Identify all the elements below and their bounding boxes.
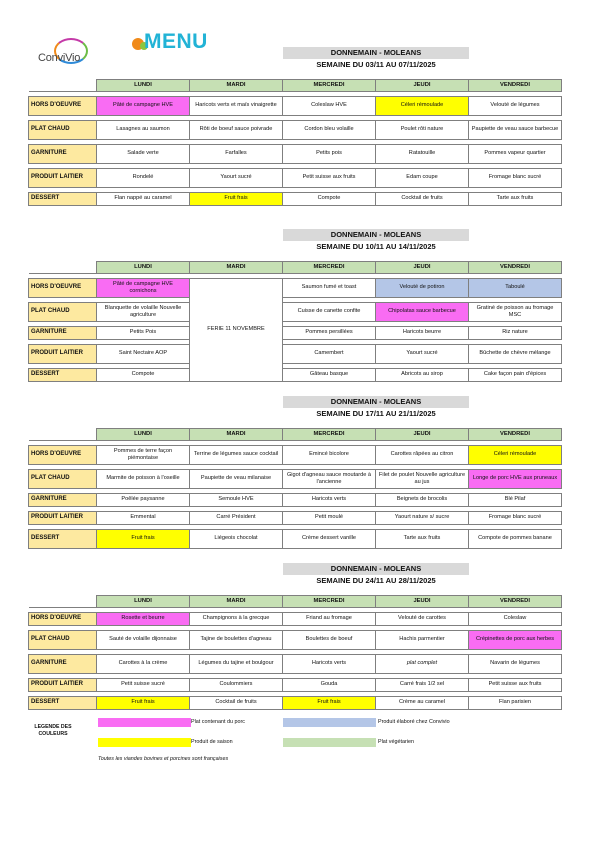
footnote: Toutes les viandes bovines et porcines sont françaises	[98, 756, 229, 762]
menu-cell: Paupiette de veau sauce barbecue	[469, 121, 562, 140]
course-label: DESSERT	[29, 697, 97, 710]
menu-cell: Ratatouille	[376, 145, 469, 164]
menu-cell: Petit moulé	[283, 512, 376, 525]
table-row	[29, 613, 562, 626]
menu-cell: Petits Pois	[97, 327, 190, 340]
menu-cell: Carottes à la crème	[97, 655, 190, 674]
menu-cell: Crème dessert vanille	[283, 530, 376, 549]
menu-cell: Petit suisse sucré	[97, 679, 190, 692]
menu-cell: Camembert	[283, 345, 376, 364]
day-header: MARDI	[190, 429, 283, 441]
menu-cell: Fruit frais	[283, 697, 376, 710]
menu-cell: Flan parisien	[469, 697, 562, 710]
menu-cell: Gratiné de poisson au fromage MSC	[469, 303, 562, 322]
menu-cell: Boulettes de boeuf	[283, 631, 376, 650]
legend-swatch-conv	[283, 718, 376, 727]
day-header: LUNDI	[97, 80, 190, 92]
course-label: GARNITURE	[29, 494, 97, 507]
menu-cell: Céleri rémoulade	[376, 97, 469, 116]
menu-cell: Pommes vapeur quartier	[469, 145, 562, 164]
menu-cell: Gigot d'agneau sauce moutarde à l'ancienne	[283, 470, 376, 489]
menu-wordmark: MENU	[144, 30, 208, 53]
course-label: PLAT CHAUD	[29, 470, 97, 489]
menu-cell: Coleslaw HVE	[283, 97, 376, 116]
course-label: PLAT CHAUD	[29, 303, 97, 322]
course-label: HORS D'OEUVRE	[29, 97, 97, 116]
legend-label-veg: Plat végétarien	[378, 739, 414, 745]
course-label: PRODUIT LAITIER	[29, 512, 97, 525]
course-label: PLAT CHAUD	[29, 631, 97, 650]
menu-cell: Haricots verts	[283, 494, 376, 507]
week-dates: SEMAINE DU 17/11 AU 21/11/2025	[316, 409, 436, 418]
menu-cell: Longe de porc HVE aux pruneaux	[469, 470, 562, 489]
table-row	[29, 279, 562, 298]
menu-cell: Marmite de poisson à l'oseille	[97, 470, 190, 489]
menu-cell: Céleri rémoulade	[469, 446, 562, 465]
menu-cell: Carottes râpées au citron	[376, 446, 469, 465]
day-header: MERCREDI	[283, 80, 376, 92]
menu-cell: Fruit frais	[97, 697, 190, 710]
menu-cell: Pâté de campagne HVE	[97, 97, 190, 116]
menu-cell: Haricots beurre	[376, 327, 469, 340]
course-label: GARNITURE	[29, 655, 97, 674]
course-label: DESSERT	[29, 369, 97, 382]
table-row	[29, 631, 562, 650]
day-header: LUNDI	[97, 596, 190, 608]
menu-cell: Tarte aux fruits	[376, 530, 469, 549]
day-header: VENDREDI	[469, 429, 562, 441]
table-row	[29, 697, 562, 710]
table-row	[29, 369, 562, 382]
table-row	[29, 679, 562, 692]
menu-cell: Chipolatas sauce barbecue	[376, 303, 469, 322]
menu-cell: Champignons à la grecque	[190, 613, 283, 626]
day-header: JEUDI	[376, 80, 469, 92]
menu-cell: Saumon fumé et toast	[283, 279, 376, 298]
legend-swatch-season	[98, 738, 191, 747]
course-label: DESSERT	[29, 193, 97, 206]
table-row	[29, 512, 562, 525]
menu-cell: Coulommiers	[190, 679, 283, 692]
menu-cell: plat complet	[376, 655, 469, 674]
menu-cell: Petit suisse aux fruits	[283, 169, 376, 188]
day-header: MARDI	[190, 262, 283, 274]
week-location: DONNEMAIN - MOLEANS	[283, 563, 469, 575]
course-label: HORS D'OEUVRE	[29, 613, 97, 626]
menu-cell: Rôti de boeuf sauce poivrade	[190, 121, 283, 140]
menu-cell: Terrine de légumes sauce cocktail	[190, 446, 283, 465]
menu-cell: Carré Président	[190, 512, 283, 525]
menu-cell: Yaourt sucré	[376, 345, 469, 364]
menu-cell: Farfalles	[190, 145, 283, 164]
menu-cell: Velouté de carottes	[376, 613, 469, 626]
menu-cell: Crépinettes de porc aux herbes	[469, 631, 562, 650]
menu-cell: Gâteau basque	[283, 369, 376, 382]
menu-logo	[130, 32, 220, 58]
day-header: MARDI	[190, 596, 283, 608]
corner-blank	[29, 80, 97, 92]
week-dates: SEMAINE DU 24/11 AU 28/11/2025	[316, 576, 436, 585]
holiday-cell: FERIE 11 NOVEMBRE	[190, 279, 283, 382]
week-menu-table	[28, 261, 562, 382]
table-row	[29, 655, 562, 674]
menu-cell: Petits pois	[283, 145, 376, 164]
table-row	[29, 193, 562, 206]
table-row	[29, 446, 562, 465]
menu-cell: Edam coupe	[376, 169, 469, 188]
menu-cell: Liégeois chocolat	[190, 530, 283, 549]
menu-cell: Blanquette de volaille Nouvelle agriculture	[97, 303, 190, 322]
menu-cell: Pâté de campagne HVE cornichons	[97, 279, 190, 298]
menu-cell: Gouda	[283, 679, 376, 692]
menu-cell: Cocktail de fruits	[376, 193, 469, 206]
course-label: HORS D'OEUVRE	[29, 446, 97, 465]
week-dates: SEMAINE DU 03/11 AU 07/11/2025	[316, 60, 436, 69]
table-row	[29, 303, 562, 322]
day-header: MARDI	[190, 80, 283, 92]
week-location: DONNEMAIN - MOLEANS	[283, 229, 469, 241]
menu-cell: Compote	[97, 369, 190, 382]
table-row	[29, 470, 562, 489]
menu-cell: Rosette et beurre	[97, 613, 190, 626]
menu-cell: Cake façon pain d'épices	[469, 369, 562, 382]
menu-cell: Poulet rôti nature	[376, 121, 469, 140]
day-header: VENDREDI	[469, 262, 562, 274]
legend-label-pork: Plat contenant du porc	[191, 719, 245, 725]
legend-swatch-pork	[98, 718, 191, 727]
table-row	[29, 530, 562, 549]
day-header: JEUDI	[376, 262, 469, 274]
day-header: JEUDI	[376, 596, 469, 608]
menu-cell: Coleslaw	[469, 613, 562, 626]
course-label: GARNITURE	[29, 327, 97, 340]
menu-cell: Fruit frais	[190, 193, 283, 206]
table-row	[29, 345, 562, 364]
menu-cell: Filet de poulet Nouvelle agriculture au jus	[376, 470, 469, 489]
menu-cell: Haricots verts et maïs vinaigrette	[190, 97, 283, 116]
day-header: VENDREDI	[469, 596, 562, 608]
convivio-logo	[38, 38, 98, 78]
day-header: JEUDI	[376, 429, 469, 441]
legend-label-conv: Produit élaboré chez Convivio	[378, 719, 450, 725]
menu-cell: Riz nature	[469, 327, 562, 340]
menu-cell: Poêlée paysanne	[97, 494, 190, 507]
course-label: DESSERT	[29, 530, 97, 549]
corner-blank	[29, 596, 97, 608]
menu-cell: Flan nappé au caramel	[97, 193, 190, 206]
menu-cell: Pommes de terre façon piémontaise	[97, 446, 190, 465]
menu-cell: Légumes du tajine et boulgour	[190, 655, 283, 674]
course-label: GARNITURE	[29, 145, 97, 164]
table-row	[29, 327, 562, 340]
corner-blank	[29, 262, 97, 274]
table-row	[29, 494, 562, 507]
legend-title: LEGENDE DES COULEURS	[34, 724, 72, 738]
table-row	[29, 145, 562, 164]
menu-cell: Taboulé	[469, 279, 562, 298]
menu-cell: Compote	[283, 193, 376, 206]
menu-cell: Sauté de volaille dijonnaise	[97, 631, 190, 650]
legend-label-season: Produit de saison	[191, 739, 233, 745]
menu-cell: Haricots verts	[283, 655, 376, 674]
table-row	[29, 169, 562, 188]
course-label: HORS D'OEUVRE	[29, 279, 97, 298]
menu-cell: Fromage blanc sucré	[469, 512, 562, 525]
menu-cell: Emincé bicolore	[283, 446, 376, 465]
course-label: PLAT CHAUD	[29, 121, 97, 140]
menu-cell: Rondelé	[97, 169, 190, 188]
menu-cell: Carré frais 1/2 sel	[376, 679, 469, 692]
menu-cell: Blé Pilaf	[469, 494, 562, 507]
menu-cell: Paupiette de veau milanaise	[190, 470, 283, 489]
menu-cell: Salade verte	[97, 145, 190, 164]
menu-cell: Lasagnes au saumon	[97, 121, 190, 140]
legend-swatch-veg	[283, 738, 376, 747]
menu-cell: Tarte aux fruits	[469, 193, 562, 206]
menu-cell: Cocktail de fruits	[190, 697, 283, 710]
week-location: DONNEMAIN - MOLEANS	[283, 396, 469, 408]
menu-cell: Tajine de boulettes d'agneau	[190, 631, 283, 650]
week-menu-table	[28, 79, 562, 206]
day-header: MERCREDI	[283, 262, 376, 274]
menu-cell: Crème au caramel	[376, 697, 469, 710]
table-row	[29, 121, 562, 140]
color-legend	[28, 716, 568, 776]
menu-cell: Hachis parmentier	[376, 631, 469, 650]
menu-cell: Compote de pommes banane	[469, 530, 562, 549]
menu-cell: Abricots au sirop	[376, 369, 469, 382]
menu-cell: Pommes persillées	[283, 327, 376, 340]
menu-cell: Velouté de légumes	[469, 97, 562, 116]
menu-cell: Velouté de potiron	[376, 279, 469, 298]
menu-cell: Friand au fromage	[283, 613, 376, 626]
menu-cell: Cordon bleu volaille	[283, 121, 376, 140]
convivio-wordmark: ConviVio	[38, 52, 81, 64]
day-header: MERCREDI	[283, 429, 376, 441]
menu-cell: Cuisse de canette confite	[283, 303, 376, 322]
menu-cell: Fromage blanc sucré	[469, 169, 562, 188]
corner-blank	[29, 429, 97, 441]
menu-cell: Petit suisse aux fruits	[469, 679, 562, 692]
menu-cell: Bûchette de chèvre mélange	[469, 345, 562, 364]
course-label: PRODUIT LAITIER	[29, 679, 97, 692]
week-menu-table	[28, 595, 562, 710]
header-logos	[30, 30, 230, 80]
course-label: PRODUIT LAITIER	[29, 169, 97, 188]
menu-cell: Beignets de brocolis	[376, 494, 469, 507]
day-header: LUNDI	[97, 429, 190, 441]
week-dates: SEMAINE DU 10/11 AU 14/11/2025	[316, 242, 436, 251]
course-label: PRODUIT LAITIER	[29, 345, 97, 364]
week-menu-table	[28, 428, 562, 549]
day-header: VENDREDI	[469, 80, 562, 92]
menu-cell: Emmental	[97, 512, 190, 525]
menu-cell: Fruit frais	[97, 530, 190, 549]
menu-cell: Semoule HVE	[190, 494, 283, 507]
day-header: MERCREDI	[283, 596, 376, 608]
menu-cell: Yaourt nature s/ sucre	[376, 512, 469, 525]
menu-cell: Navarin de légumes	[469, 655, 562, 674]
menu-cell: Saint Nectaire AOP	[97, 345, 190, 364]
day-header: LUNDI	[97, 262, 190, 274]
week-location: DONNEMAIN - MOLEANS	[283, 47, 469, 59]
table-row	[29, 97, 562, 116]
menu-cell: Yaourt sucré	[190, 169, 283, 188]
